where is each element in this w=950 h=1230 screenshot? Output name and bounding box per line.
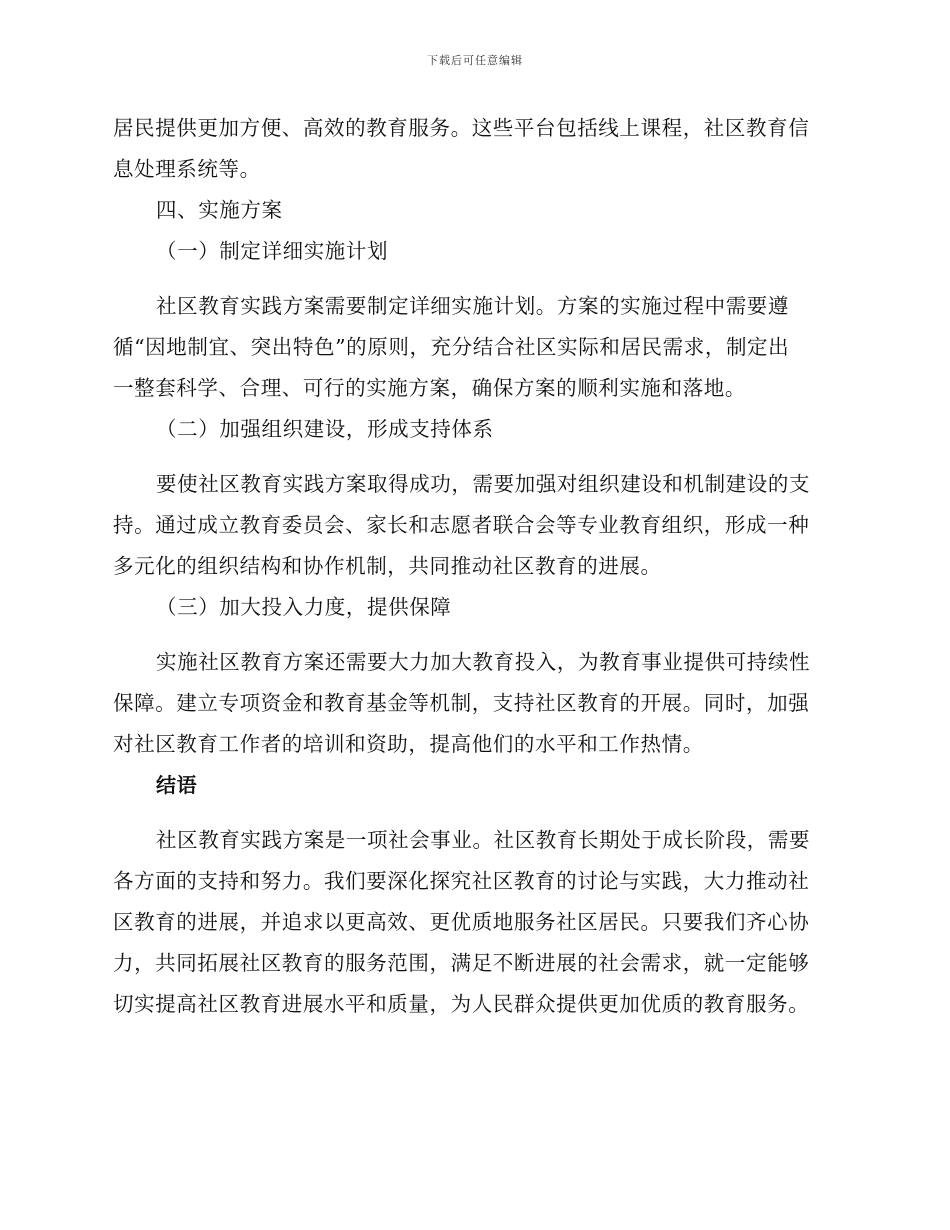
paragraph-conclusion: [113, 820, 833, 1025]
text-line: 对社区教育工作者的培训和资助，提高他们的水平和工作热情。: [113, 732, 704, 756]
text-line: 力，共同拓展社区教育的服务范围，满足不断进展的社会需求，就一定能够: [113, 951, 810, 975]
text-line: 息处理系统等。: [113, 157, 261, 181]
text-line: 一整套科学、合理、可行的实施方案，确保方案的顺利实施和落地。: [113, 376, 746, 400]
text-line: 区教育的进展，并追求以更高效、更优质地服务社区居民。只要我们齐心协: [113, 910, 810, 934]
paragraph-platforms: [113, 108, 833, 190]
text-line: 切实提高社区教育进展水平和质量，为人民群众提供更加优质的教育服务。: [113, 992, 810, 1016]
conclusion-heading: 结语: [156, 773, 198, 797]
text-line: 持。通过成立教育委员会、家长和志愿者联合会等专业教育组织，形成一种: [113, 513, 810, 537]
subheading-organization: （二）加强组织建设，形成支持体系: [156, 417, 494, 441]
text-line: 社区教育实践方案是一项社会事业。社区教育长期处于成长阶段，需要: [156, 828, 811, 852]
text-line: 要使社区教育实践方案取得成功，需要加强对组织建设和机制建设的支: [156, 472, 811, 496]
text-line: 循“因地制宜、突出特色”的原则，充分结合社区实际和居民需求，制定出: [113, 335, 790, 359]
text-line: 社区教育实践方案需要制定详细实施计划。方案的实施过程中需要遵: [156, 294, 789, 318]
paragraph-investment: [113, 642, 833, 765]
paragraph-organization: [113, 464, 833, 587]
paragraph-detailed-plan: [113, 286, 833, 409]
subheading-detailed-plan: （一）制定详细实施计划: [156, 239, 389, 263]
text-line: 保障。建立专项资金和教育基金等机制，支持社区教育的开展。同时，加强: [113, 691, 810, 715]
text-line: 多元化的组织结构和协作机制，共同推动社区教育的进展。: [113, 554, 662, 578]
text-line: 各方面的支持和努力。我们要深化探究社区教育的讨论与实践，大力推动社: [113, 869, 810, 893]
page-header: 下载后可任意编辑: [427, 54, 523, 67]
text-line: 实施社区教育方案还需要大力加大教育投入，为教育事业提供可持续性: [156, 650, 811, 674]
text-line: 居民提供更加方便、高效的教育服务。这些平台包括线上课程，社区教育信: [113, 116, 810, 140]
section-heading-implementation: 四、实施方案: [156, 198, 283, 222]
subheading-investment: （三）加大投入力度，提供保障: [156, 595, 452, 619]
document-body: [113, 108, 833, 1025]
